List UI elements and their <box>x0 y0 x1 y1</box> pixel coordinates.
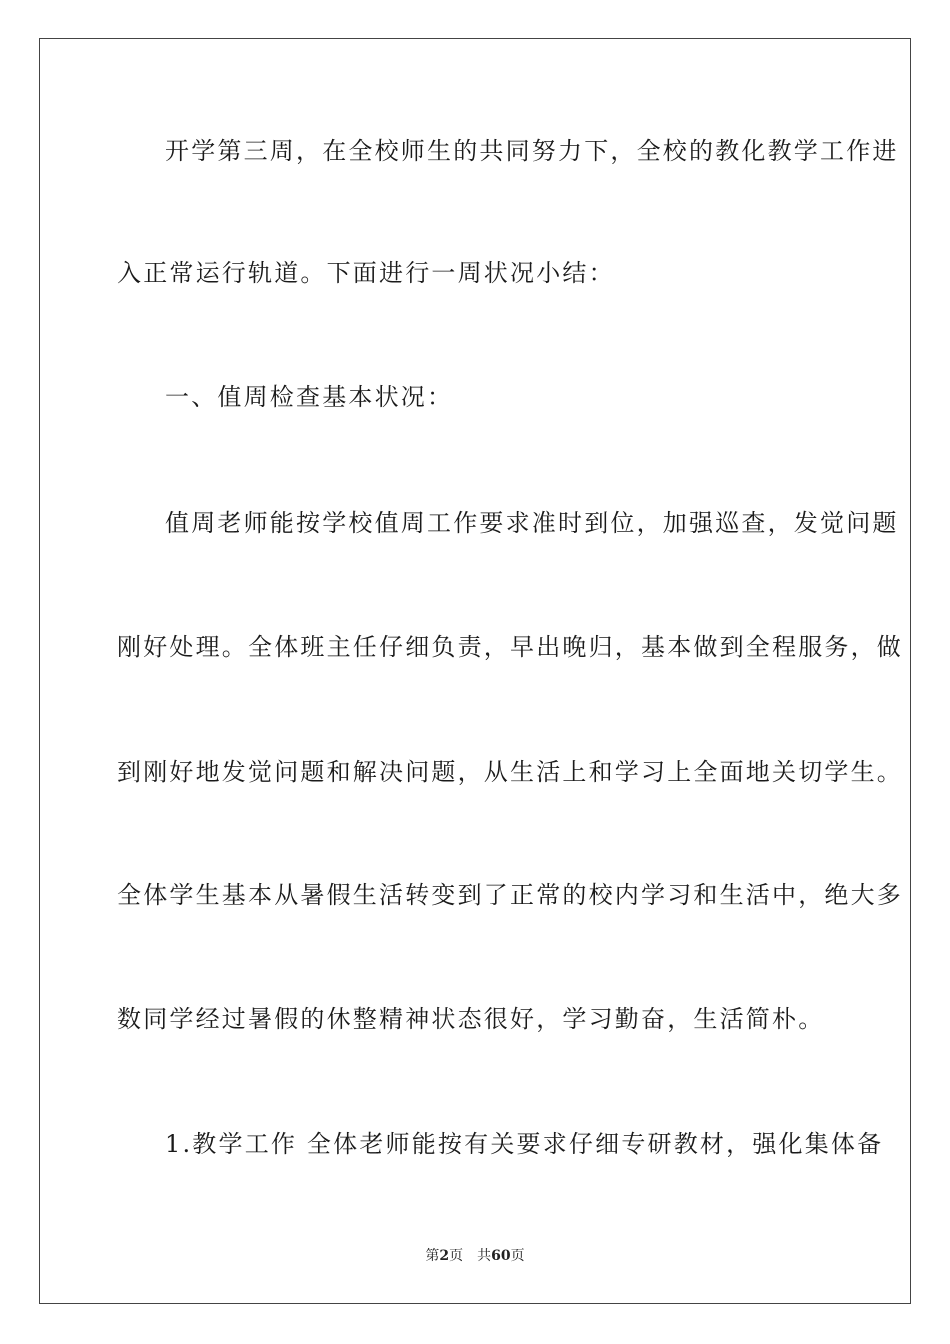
total-suffix: 页 <box>510 1248 525 1264</box>
paragraph-line: 数同学经过暑假的休整精神状态很好，学习勤奋，生活简朴。 <box>117 1005 825 1033</box>
paragraph-line: 1.教学工作 全体老师能按有关要求仔细专研教材，强化集体备 <box>165 1130 884 1158</box>
paragraph-line: 值周老师能按学校值周工作要求准时到位，加强巡查，发觉问题 <box>165 509 899 537</box>
paragraph-line: 到刚好地发觉问题和解决问题，从生活上和学习上全面地关切学生。 <box>117 758 903 786</box>
page-footer <box>0 1246 950 1266</box>
page-number: 2 <box>439 1248 450 1264</box>
paragraph-line: 开学第三周，在全校师生的共同努力下，全校的教化教学工作进 <box>165 137 899 165</box>
paragraph-line: 入正常运行轨道。下面进行一周状况小结： <box>117 259 615 287</box>
paragraph-line: 刚好处理。全体班主任仔细负责，早出晚归，基本做到全程服务，做 <box>117 633 903 661</box>
page-prefix: 第 <box>425 1248 440 1264</box>
paragraph-line: 全体学生基本从暑假生活转变到了正常的校内学习和生活中，绝大多 <box>117 881 903 909</box>
section-heading: 一、值周检查基本状况： <box>165 383 454 411</box>
page-suffix: 页 <box>449 1248 464 1264</box>
total-prefix: 共 <box>477 1248 492 1264</box>
page-border <box>39 38 911 1304</box>
total-pages: 60 <box>491 1248 511 1264</box>
